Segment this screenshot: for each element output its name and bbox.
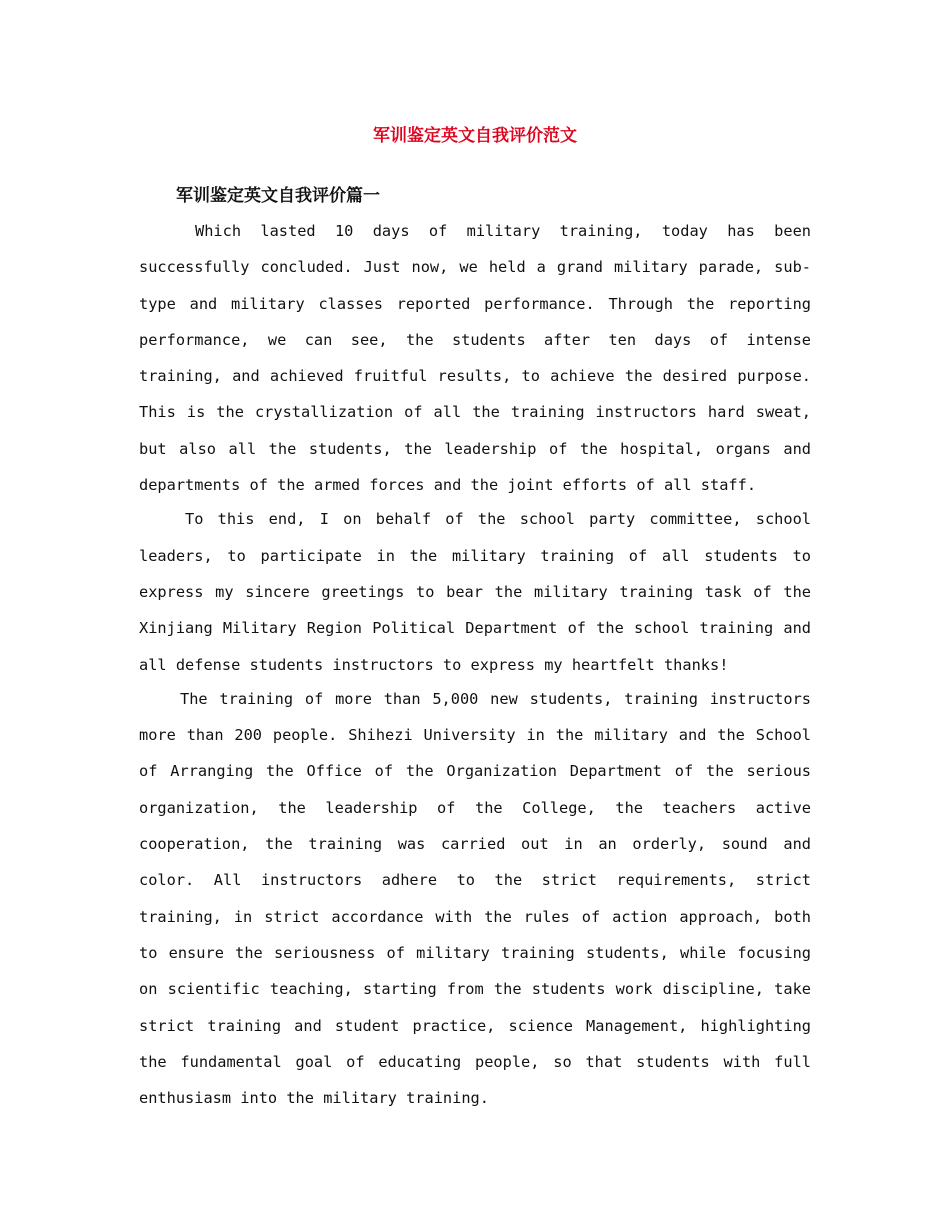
paragraph-3: The training of more than 5,000 new students, training instructors more than 200 people. Shihezi University in the military and the School of Arranging the Office of the Organization Department of the serious organization, the leadership of the College, the teachers active cooperation, the training was carried out in an orderly, sound and color. All instructors adhere to the strict requirements, strict training, in strict accordance with the rules of action approach, both to ensure the seriousness of military training students, while focusing on scientific teaching, starting from the students work discipline, take strict training and student practice, science Management, highlighting the fundamental goal of educating people, so that students with full enthusiasm into the military training. bbox=[139, 689, 811, 1108]
document-title: 军训鉴定英文自我评价范文 bbox=[373, 126, 577, 146]
paragraph-2: To this end, I on behalf of the school party committee, school leaders, to participate in the military training of all students to express my sincere greetings to bear the military training task of the Xinjiang Military Region Political Department of the school training and all defense students instructors to express my heartfelt thanks! bbox=[139, 510, 811, 674]
section-heading: 军训鉴定英文自我评价篇一 bbox=[176, 186, 380, 206]
paragraph-1: Which lasted 10 days of military training, today has been successfully concluded. Just now, we held a grand military parade, sub-type and military classes reported performance. Through the reporting performance, we can see, the students after ten days of intense training, and achieved fruitful results, to achieve the desired purpose. This is the crystallization of all the training instructors hard sweat, but also all the students, the leadership of the hospital, organs and departments of the armed forces and the joint efforts of all staff. bbox=[139, 222, 811, 495]
body-text bbox=[139, 213, 811, 1116]
